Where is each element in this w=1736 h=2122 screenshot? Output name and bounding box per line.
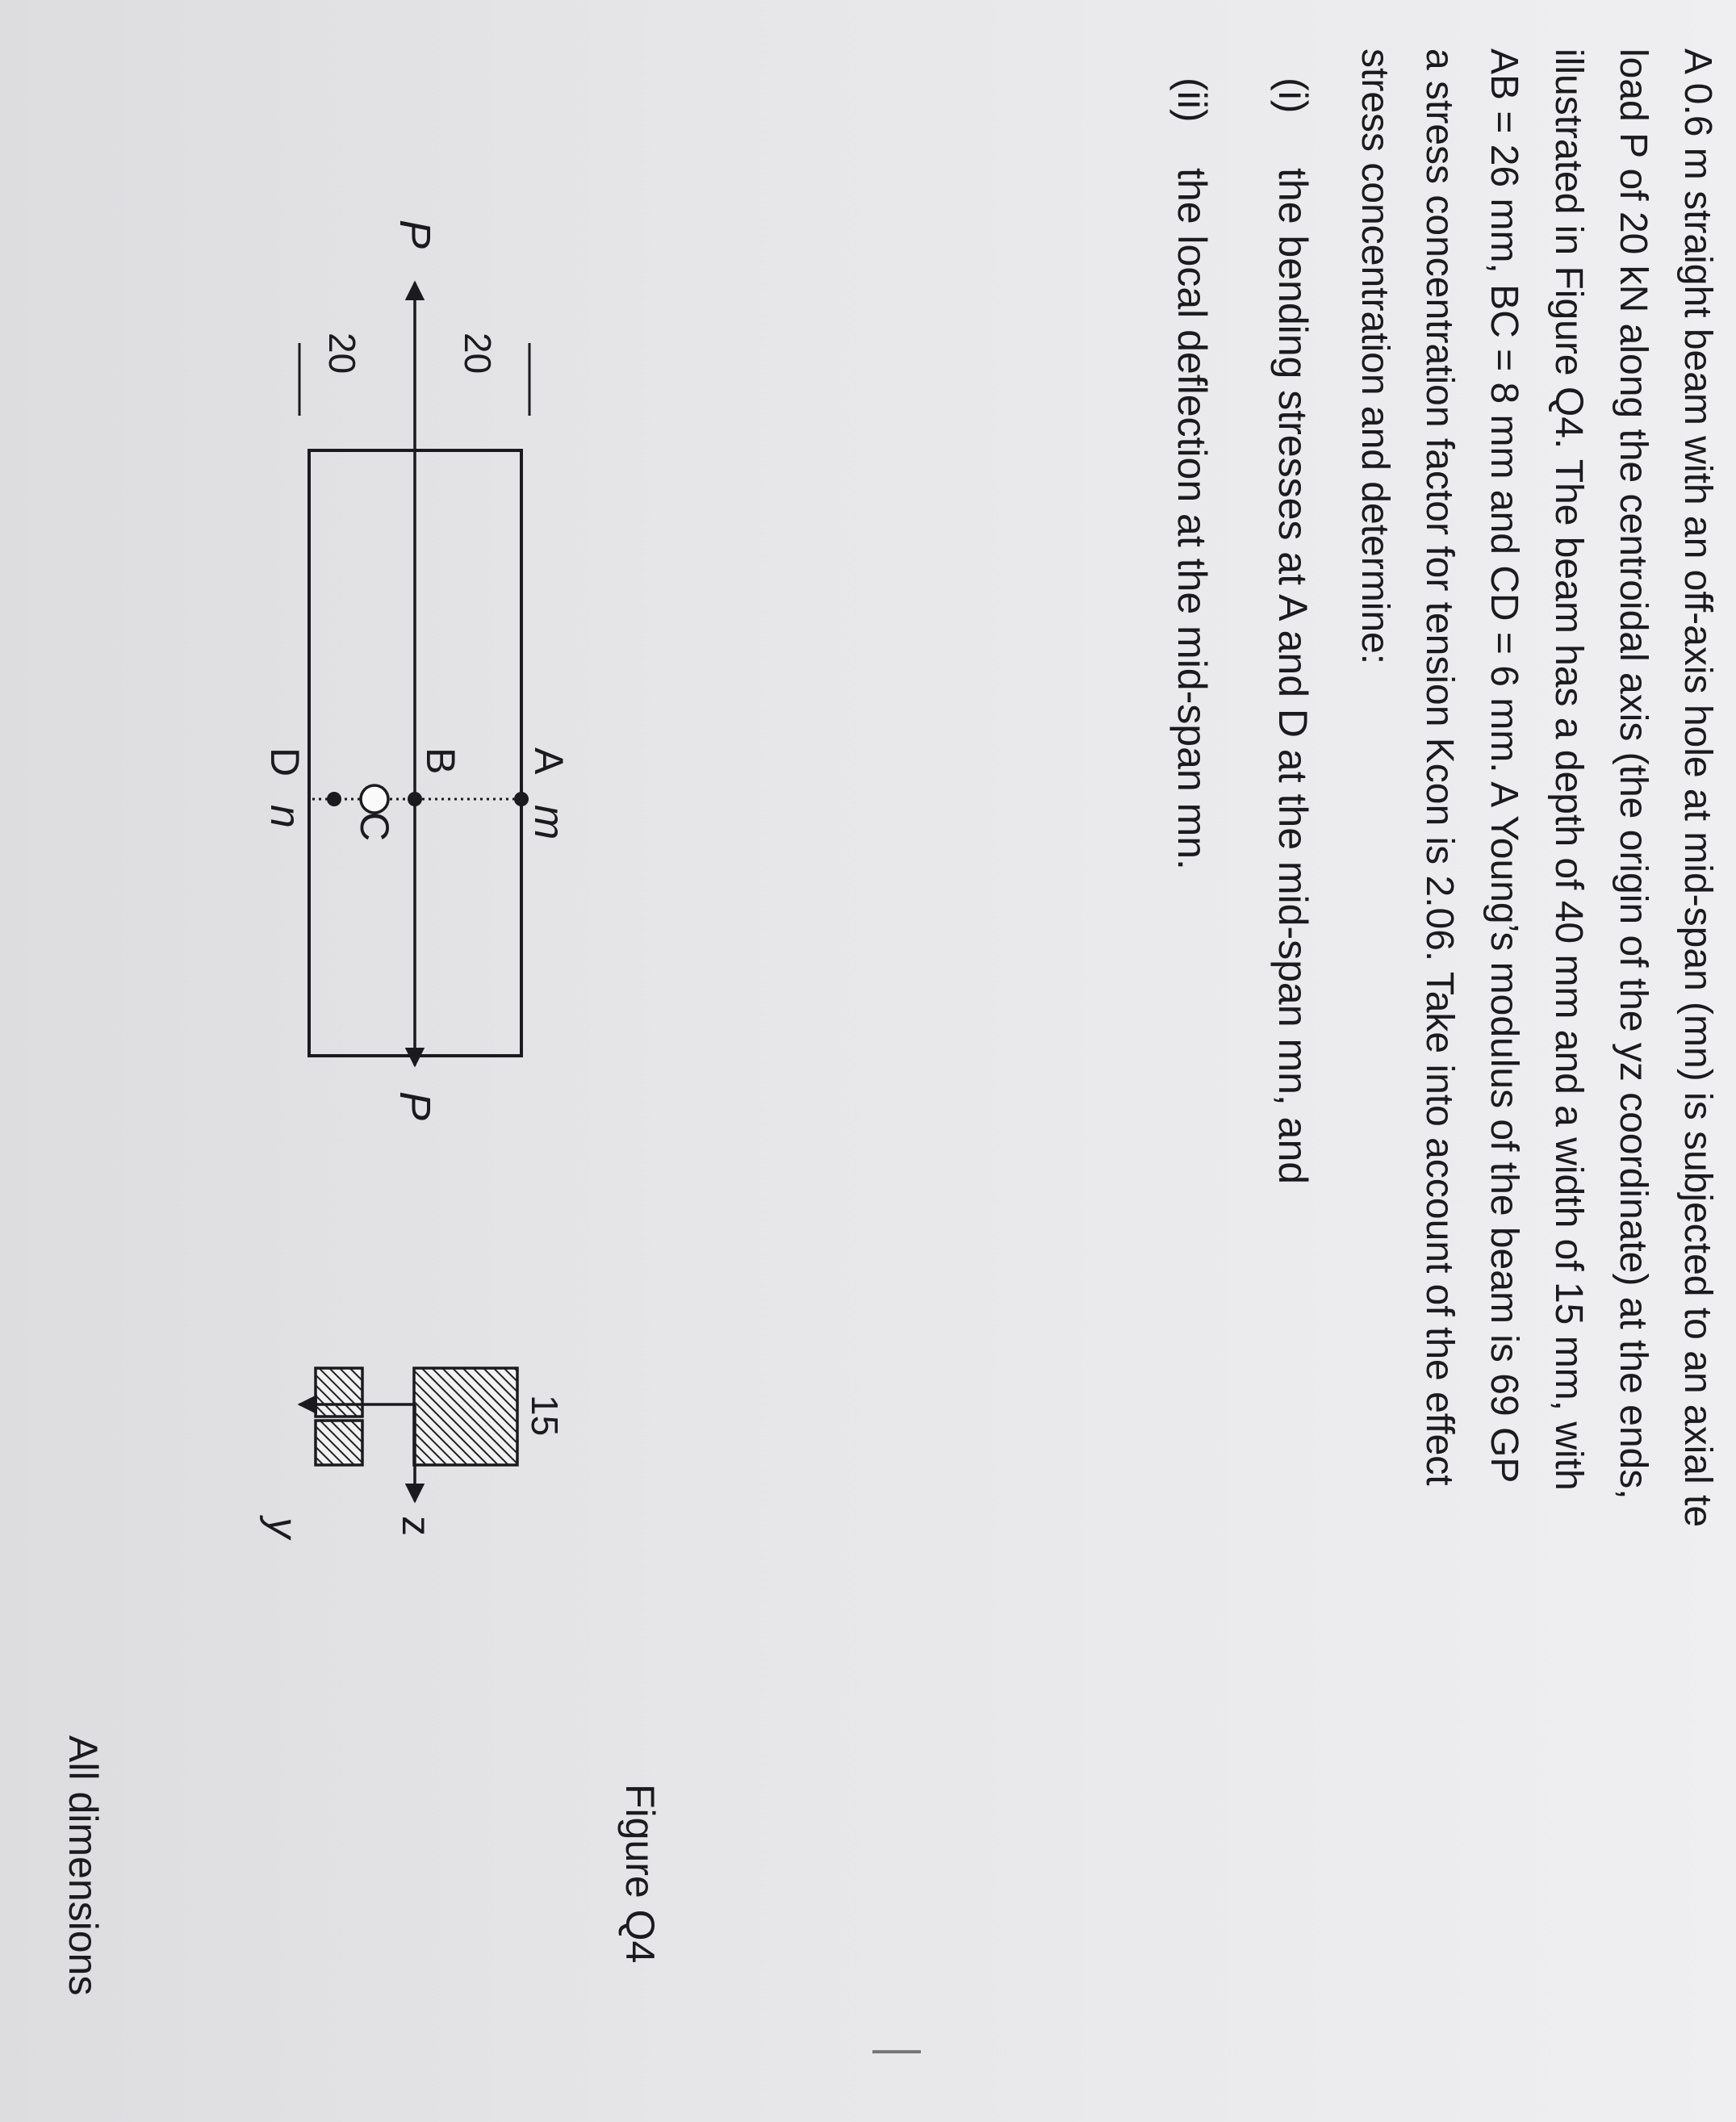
width-dimension: 15 <box>524 1395 566 1437</box>
section-n-label: n <box>261 805 308 828</box>
z-axis-label: z <box>394 1516 439 1536</box>
question-line: a stress concentration factor for tension Kcon is 2.06. Take into account of the effect <box>1418 48 1461 1486</box>
part-number: (i) <box>1270 77 1316 114</box>
figure-caption: Figure Q4 <box>617 1784 663 1964</box>
depth-top-dimension: 20 <box>457 333 499 375</box>
question-line: stress concentration and determine: <box>1353 48 1396 665</box>
hole <box>361 785 388 813</box>
point-c-label: C <box>352 812 397 842</box>
point-d-dot <box>327 792 341 806</box>
part-text: the bending stresses at A and D at the mid-span mn, and <box>1270 168 1316 1185</box>
point-b-dot <box>408 792 422 806</box>
load-right-label: P <box>391 1091 439 1121</box>
depth-bottom-dimension: 20 <box>321 333 363 375</box>
question-line: A 0.6 m straight beam with an off-axis hole at mid-span (mn) is subjected to an axial te <box>1676 48 1719 1528</box>
question-line: illustrated in Figure Q4. The beam has a depth of 40 mm and a width of 15 mm, with <box>1547 48 1590 1491</box>
point-a-label: A <box>526 747 571 775</box>
part-number: (ii) <box>1169 77 1215 123</box>
section-upper-hatch <box>414 1368 517 1465</box>
section-m-label: m <box>525 805 572 840</box>
dimensions-note: All dimensions <box>61 1735 106 1996</box>
question-line: load P of 20 kN along the centroidal axis (the origin of the yz coordinate) at the ends, <box>1612 48 1654 1500</box>
section-lower-right-hatch <box>316 1421 362 1465</box>
section-lower-left-hatch <box>316 1368 362 1417</box>
y-axis-label: y <box>259 1517 306 1538</box>
point-b-label: B <box>418 747 463 775</box>
part-text: the local deflection at the mid-span mn. <box>1169 168 1215 870</box>
point-d-label: D <box>262 747 307 777</box>
load-left-label: P <box>391 220 439 249</box>
question-line: AB = 26 mm, BC = 8 mm and CD = 6 mm. A Young’s modulus of the beam is 69 GP <box>1483 48 1525 1484</box>
